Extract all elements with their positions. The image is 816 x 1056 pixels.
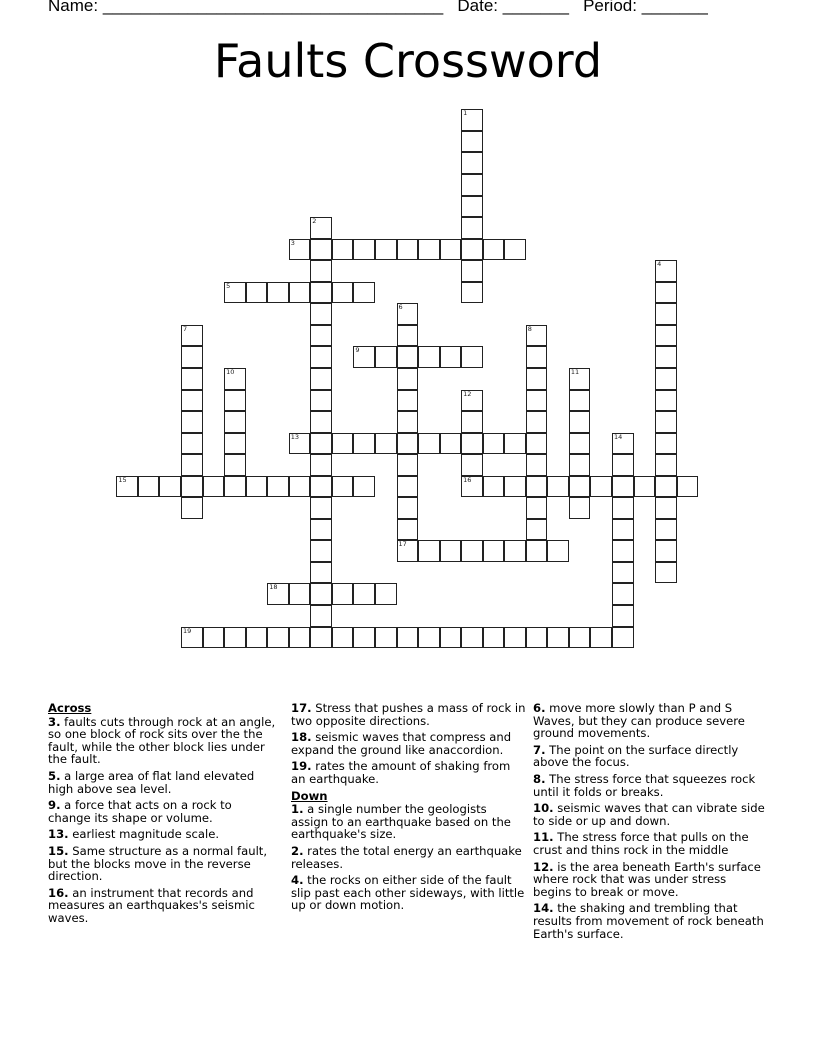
grid-cell[interactable] [461,131,483,153]
grid-cell[interactable] [181,346,203,368]
grid-cell[interactable] [397,433,419,455]
clue-down-10: 10. seismic waves that can vibrate side to side or up and down. [533,801,765,828]
grid-cell[interactable] [181,325,203,347]
grid-cell[interactable] [332,627,354,649]
grid-cell[interactable] [310,239,332,261]
grid-cell[interactable] [375,346,397,368]
clue-across-5: 5. a large area of flat land elevated high above sea level. [48,768,255,796]
grid-cell[interactable] [461,454,483,476]
grid-cell[interactable] [138,476,160,498]
grid-cell[interactable] [612,519,634,541]
clue-down-12: 12. is the area beneath Earth's surface where rock that was under stress begins to break or move. [533,859,761,899]
grid-cell[interactable] [224,627,246,649]
clue-across-9: 9. a force that acts on a rock to change its shape or volume. [48,798,232,825]
grid-cell[interactable] [612,433,634,455]
grid-cell[interactable] [612,497,634,519]
clue-down-7: 7. The point on the surface directly above the focus. [533,742,739,770]
grid-cell[interactable] [116,476,138,498]
grid-cell[interactable] [310,390,332,412]
grid-cell[interactable] [612,627,634,649]
grid-cell[interactable] [612,562,634,584]
grid-cell[interactable] [526,627,548,649]
grid-cell[interactable] [397,627,419,649]
clue-number: 2 [312,217,317,226]
grid-cell[interactable] [440,346,462,368]
grid-cell[interactable] [310,433,332,455]
clue-number: 1 [463,109,468,118]
grid-cell[interactable] [353,346,375,368]
grid-cell[interactable] [375,627,397,649]
crossword-grid [117,110,717,670]
clue-number: 15 [118,475,127,484]
grid-cell[interactable] [224,390,246,412]
grid-cell[interactable] [655,260,677,282]
grid-cell[interactable] [655,303,677,325]
clue-number: 18 [269,583,278,592]
grid-cell[interactable] [461,476,483,498]
down-heading: Down [291,788,328,803]
grid-cell[interactable] [440,433,462,455]
grid-cell[interactable] [289,239,311,261]
clue-number: 3 [290,238,295,247]
grid-cell[interactable] [569,476,591,498]
grid-cell[interactable] [526,540,548,562]
clue-across-17: 17. Stress that pushes a mass of rock in two opposite directions. [291,701,526,728]
grid-cell[interactable] [590,476,612,498]
clue-across-15: 15. Same structure as a normal fault, but the blocks move in the reverse direction. [48,843,268,884]
grid-cell[interactable] [397,519,419,541]
grid-cell[interactable] [612,583,634,605]
grid-cell[interactable] [526,325,548,347]
grid-cell[interactable] [483,627,505,649]
grid-cell[interactable] [224,454,246,476]
grid-cell[interactable] [569,411,591,433]
clue-across-18: 18. seismic waves that compress and expand the ground like anaccordion. [291,730,512,757]
grid-cell[interactable] [310,260,332,282]
name-label: Name: [48,0,99,15]
across-heading: Across [48,701,92,715]
grid-cell[interactable] [461,627,483,649]
grid-cell[interactable] [461,411,483,433]
grid-cell[interactable] [655,519,677,541]
grid-cell[interactable] [461,152,483,174]
clue-down-14: 14. the shaking and trembling that results from movement of rock beneath Earth's surface. [533,901,764,941]
grid-cell[interactable] [461,239,483,261]
grid-cell[interactable] [267,282,289,304]
clues-column-1 [48,702,278,929]
clue-across-19: 19. rates the amount of shaking from an earthquake. [291,759,511,786]
grid-cell[interactable] [483,476,505,498]
grid-cell[interactable] [526,411,548,433]
clue-across-3: 3. faults cuts through rock at an angle, so one block of rock sits over the the fault, while the other block lies under the fault. [48,714,276,767]
grid-cell[interactable] [461,174,483,196]
grid-cell[interactable] [224,433,246,455]
grid-cell[interactable] [224,282,246,304]
grid-cell[interactable] [397,368,419,390]
grid-cell[interactable] [655,476,677,498]
grid-cell[interactable] [332,583,354,605]
grid-cell[interactable] [418,433,440,455]
grid-cell[interactable] [677,476,699,498]
grid-cell[interactable] [267,627,289,649]
grid-cell[interactable] [332,239,354,261]
grid-cell[interactable] [224,368,246,390]
grid-cell[interactable] [203,627,225,649]
grid-cell[interactable] [612,540,634,562]
grid-cell[interactable] [440,540,462,562]
grid-cell[interactable] [655,497,677,519]
grid-cell[interactable] [289,627,311,649]
grid-cell[interactable] [483,239,505,261]
grid-cell[interactable] [267,583,289,605]
grid-cell[interactable] [397,390,419,412]
grid-cell[interactable] [397,346,419,368]
grid-cell[interactable] [332,282,354,304]
grid-cell[interactable] [504,476,526,498]
grid-cell[interactable] [181,627,203,649]
grid-cell[interactable] [397,497,419,519]
clue-down-4: 4. the rocks on either side of the fault slip past each other sideways, with little up or down motion. [291,873,525,913]
grid-cell[interactable] [655,454,677,476]
clue-number: 12 [463,389,472,398]
grid-cell[interactable] [397,411,419,433]
grid-cell[interactable] [203,476,225,498]
clue-number: 14 [614,432,623,441]
grid-cell[interactable] [461,540,483,562]
clue-number: 16 [463,475,472,484]
grid-cell[interactable] [440,627,462,649]
grid-cell[interactable] [461,433,483,455]
grid-cell[interactable] [569,368,591,390]
grid-cell[interactable] [655,411,677,433]
grid-cell[interactable] [181,454,203,476]
grid-cell[interactable] [289,433,311,455]
grid-cell[interactable] [310,325,332,347]
grid-cell[interactable] [655,562,677,584]
grid-cell[interactable] [461,217,483,239]
grid-cell[interactable] [353,627,375,649]
grid-cell[interactable] [397,303,419,325]
grid-cell[interactable] [332,476,354,498]
grid-cell[interactable] [526,454,548,476]
grid-cell[interactable] [181,368,203,390]
name-blank[interactable]: ____________________________________ [102,0,444,15]
grid-cell[interactable] [310,303,332,325]
grid-cell[interactable] [461,390,483,412]
grid-cell[interactable] [289,282,311,304]
grid-cell[interactable] [526,390,548,412]
clue-number: 17 [398,540,407,549]
grid-cell[interactable] [526,519,548,541]
date-label: Date: [457,0,498,15]
clue-number: 6 [398,303,403,312]
grid-cell[interactable] [526,433,548,455]
grid-cell[interactable] [569,627,591,649]
grid-cell[interactable] [397,454,419,476]
grid-cell[interactable] [483,540,505,562]
grid-cell[interactable] [310,627,332,649]
grid-cell[interactable] [461,109,483,131]
grid-cell[interactable] [310,519,332,541]
grid-cell[interactable] [547,627,569,649]
grid-cell[interactable] [569,433,591,455]
grid-cell[interactable] [353,476,375,498]
grid-cell[interactable] [267,476,289,498]
clue-number: 5 [226,281,231,290]
grid-cell[interactable] [655,346,677,368]
grid-cell[interactable] [655,282,677,304]
grid-cell[interactable] [310,540,332,562]
grid-cell[interactable] [246,627,268,649]
grid-cell[interactable] [461,346,483,368]
grid-cell[interactable] [353,282,375,304]
grid-cell[interactable] [461,282,483,304]
grid-cell[interactable] [310,368,332,390]
clue-number: 4 [657,260,662,269]
grid-cell[interactable] [397,325,419,347]
grid-cell[interactable] [332,433,354,455]
grid-cell[interactable] [526,497,548,519]
grid-cell[interactable] [418,239,440,261]
clue-down-11: 11. The stress force that pulls on the crust and thins rock in the middle [533,830,749,857]
grid-cell[interactable] [655,390,677,412]
clue-down-8: 8. The stress force that squeezes rock until it folds or breaks. [533,771,756,799]
grid-cell[interactable] [181,390,203,412]
grid-cell[interactable] [310,282,332,304]
clue-down-1: 1. a single number the geologists assign to an earthquake based on the earthquake's size. [291,802,511,842]
clue-down-2: 2. rates the total energy an earthquake releases. [291,843,522,871]
clue-number: 9 [355,346,360,355]
grid-cell[interactable] [612,454,634,476]
grid-cell[interactable] [440,239,462,261]
clue-across-16: 16. an instrument that records and measures an earthquakes's seismic waves. [48,885,255,925]
grid-cell[interactable] [310,346,332,368]
grid-cell[interactable] [461,196,483,218]
clue-number: 11 [570,367,580,376]
clue-number: 7 [183,324,188,333]
clue-number: 8 [527,324,532,333]
grid-cell[interactable] [461,260,483,282]
grid-cell[interactable] [655,540,677,562]
grid-cell[interactable] [612,605,634,627]
grid-cell[interactable] [310,583,332,605]
grid-cell[interactable] [504,239,526,261]
grid-cell[interactable] [375,583,397,605]
clues-column-2 [291,702,526,916]
grid-cell[interactable] [353,583,375,605]
grid-cell[interactable] [181,433,203,455]
grid-cell[interactable] [310,217,332,239]
grid-cell[interactable] [289,583,311,605]
grid-cell[interactable] [289,476,311,498]
grid-cell[interactable] [310,497,332,519]
grid-cell[interactable] [547,540,569,562]
grid-cell[interactable] [569,390,591,412]
grid-cell[interactable] [181,476,203,498]
period-blank[interactable]: _______ [641,0,708,15]
clue-number: 19 [183,626,192,635]
clues-column-3 [533,702,765,944]
clue-down-6: 6. move more slowly than P and S Waves, but they can produce severe ground movements. [533,701,745,741]
grid-cell[interactable] [375,239,397,261]
grid-cell[interactable] [310,605,332,627]
grid-cell[interactable] [504,433,526,455]
grid-cell[interactable] [655,325,677,347]
clue-number: 13 [290,432,300,441]
grid-cell[interactable] [418,627,440,649]
grid-cell[interactable] [246,476,268,498]
period-label: Period: [583,0,637,15]
grid-cell[interactable] [353,433,375,455]
grid-cell[interactable] [397,540,419,562]
grid-cell[interactable] [224,476,246,498]
grid-cell[interactable] [375,433,397,455]
student-info-header [48,0,708,16]
grid-cell[interactable] [181,411,203,433]
grid-cell[interactable] [483,433,505,455]
grid-cell[interactable] [310,562,332,584]
grid-cell[interactable] [590,627,612,649]
grid-cell[interactable] [612,476,634,498]
grid-cell[interactable] [246,282,268,304]
grid-cell[interactable] [526,368,548,390]
grid-cell[interactable] [397,476,419,498]
grid-cell[interactable] [397,239,419,261]
grid-cell[interactable] [504,627,526,649]
grid-cell[interactable] [159,476,181,498]
grid-cell[interactable] [181,497,203,519]
page-title: Faults Crossword [213,34,603,88]
grid-cell[interactable] [569,454,591,476]
grid-cell[interactable] [547,476,569,498]
grid-cell[interactable] [526,476,548,498]
grid-cell[interactable] [418,346,440,368]
clue-across-13: 13. earliest magnitude scale. [48,827,220,842]
grid-cell[interactable] [526,346,548,368]
grid-cell[interactable] [353,239,375,261]
grid-cell[interactable] [504,540,526,562]
grid-cell[interactable] [634,476,656,498]
grid-cell[interactable] [310,411,332,433]
clue-number: 10 [226,367,235,376]
grid-cell[interactable] [569,497,591,519]
grid-cell[interactable] [418,540,440,562]
grid-cell[interactable] [655,368,677,390]
date-blank[interactable]: _______ [502,0,569,15]
grid-cell[interactable] [655,433,677,455]
grid-cell[interactable] [224,411,246,433]
grid-cell[interactable] [310,476,332,498]
grid-cell[interactable] [310,454,332,476]
